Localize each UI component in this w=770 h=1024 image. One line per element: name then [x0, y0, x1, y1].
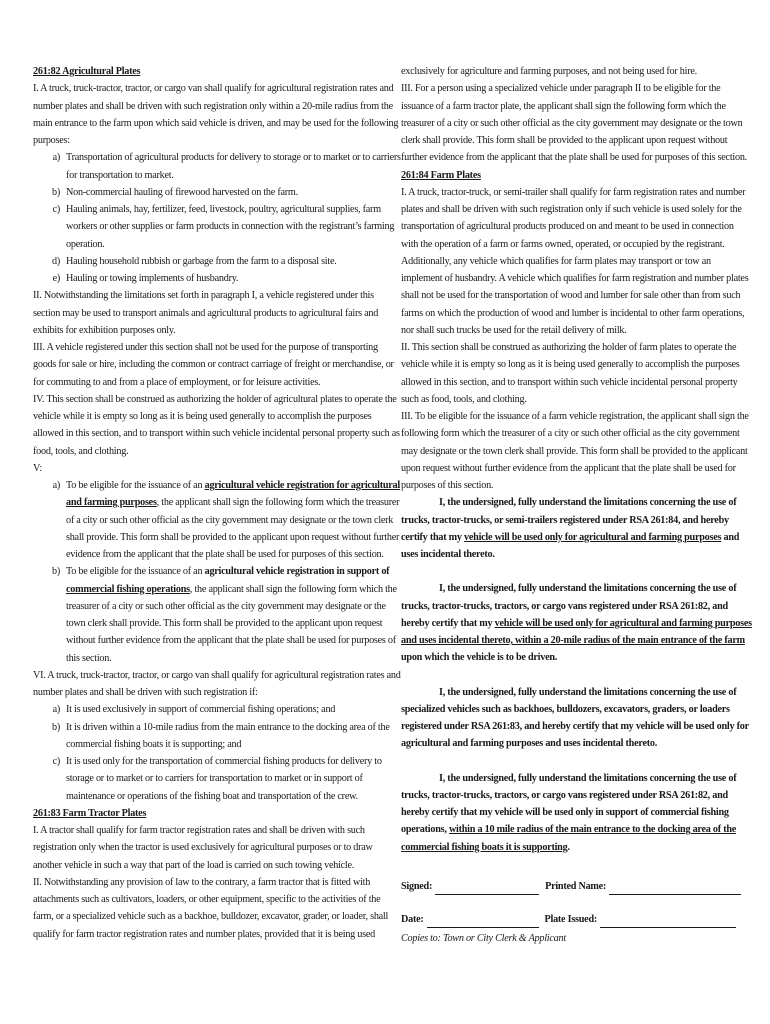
- section-84-para-II: II. This section shall be construed as authorizing the holder of farm plates to operate the vehicle while it is empty so long as it is being used generally to accomplish the purposes allowed in this section, and to transport within such vehicle incidental personal property such as food, tools, and clothing.: [401, 342, 740, 405]
- section-83-para-III: III. For a person using a specialized vehicle under paragraph II to be eligible for the issuance of a farm tractor plate, the applicant shall sign the following form which the treasurer of a city or such other official as the city government may designate or the town clerk shall provide. This form shall be provided to the applicant upon request without further evidence from the applicant that the plate shall be used for purposes of this section.: [401, 83, 747, 164]
- date-label: Date:: [401, 914, 424, 925]
- signature-row: [401, 878, 753, 895]
- printed-name-label: Printed Name:: [545, 880, 607, 892]
- section-84-para-I: I. A truck, tractor-truck, or semi-trailer shall qualify for farm registration rates and number plates and shall be driven with such registration only if such vehicle is used solely for the transportation of agricultural products produced on and meant to be used in connection with the operation of a farm or farms owned, operated, or occupied by the registrant. Additionally, any vehicle which qualifies for farm plates may transport or tow an implement of husbandry. A vehicle which qualifies for farm registration and number plates shall not be used for the transportation of wood and lumber for sale other than from such farms on which the production of wood and lumber is incidental to other farm operations, nor shall such trucks be used for the retail delivery of milk.: [401, 186, 749, 336]
- section-82-para-VI: VI. A truck, truck-tractor, tractor, or cargo van shall qualify for agricultural registration rates and number plates and shall be driven with such registration if:: [33, 669, 401, 698]
- list-item: c) Hauling animals, hay, fertilizer, feed, livestock, poultry, agricultural supplies, farm workers or other supplies or farm products in connection with the registrant’s farming operation.: [52, 204, 395, 250]
- copies-note: Copies to: Town or City Clerk & Applicant: [401, 933, 566, 945]
- certification-farm-plates: I, the undersigned, fully understand the limitations concerning the use of trucks, tractor-trucks, or semi-trailers registered under RSA 261:84, and hereby certify that my vehicle will be used only for agricultural and farming purposes and uses incidental thereto.: [401, 497, 740, 560]
- section-82-para-I: I. A truck, truck-tractor, tractor, or cargo van shall qualify for agricultural registration rates and number plates and shall be driven with such registration only within a 20-mile radius from the main entrance to the farm upon which said vehicle is driven, and may be used for the following purposes:: [33, 83, 399, 146]
- section-82-title: 261:82 Agricultural Plates: [33, 66, 141, 77]
- section-82-para-V: V:: [33, 462, 42, 474]
- section-82-para-III: III. A vehicle registered under this section shall not be used for the purpose of transporting goods for sale or hire, including the common or contract carriage of freight or merchandise, or for commuting to and from a place of employment, or for leisure activities.: [33, 342, 394, 388]
- list-item: a) It is used exclusively in support of commercial fishing operations; and: [52, 704, 336, 716]
- section-84-para-III: III. To be eligible for the issuance of a farm vehicle registration, the applicant shall sign the following form which the treasurer of a city or such other official as the city government may designate or the town clerk shall provide. This form shall be provided to the applicant upon request without further evidence from the applicant that the plate shall be used for purposes of this section.: [401, 411, 749, 491]
- list-item: a) Transportation of agricultural products for delivery to storage or to market or to carriers for transportation to market.: [52, 152, 401, 181]
- section-82-V-a: a) To be eligible for the issuance of an agricultural vehicle registration for agricultural and farming purposes, the applicant shall sign the following form which the treasurer of a city or such other official as the city government may designate or the town clerk shall provide. This form shall be provided to the applicant upon request without further evidence from the applicant that the plate shall be used for purposes of this section.: [52, 480, 400, 560]
- section-83-para-I: I. A tractor shall qualify for farm tractor registration rates and shall be driven with such registration only when the tractor is used exclusively for agricultural purposes or to draw another vehicle in such a way that part of the load is carried on such towing vehicle.: [33, 825, 373, 871]
- section-83-para-II-cont: exclusively for agriculture and farming purposes, and not being used for hire.: [401, 66, 697, 77]
- section-82-V-b: b) To be eligible for the issuance of an agricultural vehicle registration in support of commercial fishing operations, the applicant shall sign the following form which the treasurer of a city or such other official as the city government may designate or the town clerk shall provide. This form shall be provided to the applicant upon request without further evidence from the applicant that the plate shall be used for purposes of this section.: [52, 566, 397, 664]
- date-row: [401, 911, 753, 928]
- section-82-para-II: II. Notwithstanding the limitations set forth in paragraph I, a vehicle registered under this section may be used to transport animals and agricultural products to agricultural fairs and exhibits for exhibition purposes only.: [33, 290, 379, 336]
- left-column: [33, 63, 401, 943]
- signature-field[interactable]: [435, 883, 539, 895]
- section-82-I-list: [33, 149, 401, 287]
- certification-agricultural-plates: I, the undersigned, fully understand the limitations concerning the use of trucks, tractor-trucks, tractors, or cargo vans registered under RSA 261:82, and hereby certify that my vehicle will be used only for agricultural and farming purposes and uses incidental thereto, within a 20-mile radius of the main entrance of the farm upon which the vehicle is to be driven.: [401, 583, 752, 664]
- certification-commercial-fishing: I, the undersigned, fully understand the limitations concerning the use of trucks, tractor-trucks, tractors, or cargo vans registered under RSA 261:82, and hereby certify that my vehicle will be used only in support of commercial fishing operations, within a 10 mile radius of the main entrance to the docking area of the commercial fishing boats it is supporting.: [401, 772, 737, 853]
- section-83-title: 261:83 Farm Tractor Plates: [33, 807, 147, 819]
- plate-issued-label: Plate Issued:: [544, 914, 598, 925]
- section-82-VI-list: [33, 701, 401, 805]
- list-item: e) Hauling or towing implements of husbandry.: [52, 273, 239, 284]
- list-item: d) Hauling household rubbish or garbage from the farm to a disposal site.: [52, 255, 337, 267]
- list-item: c) It is used only for the transportation of commercial fishing products for delivery to storage or to market or to carriers for transportation to market or in support of maintenance or operations of the fishing boat and transportation of the crew.: [52, 756, 382, 802]
- section-83-para-II: II. Notwithstanding any provision of law to the contrary, a farm tractor that is fitted with attachments such as cultivators, loaders, or other equipment, specific to the activities of the farm, or a specialized vehicle such as a backhoe, bulldozer, excavator, grader, or loader, shall qualify for farm tractor registration rates and number plates, provided that it is being used: [33, 876, 389, 940]
- section-82-para-IV: IV. This section shall be construed as authorizing the holder of agricultural plates to operate the vehicle while it is empty so long as it is being used generally to accomplish the purposes allowed in this section, and to transport within such vehicle incidental personal property such as food, tools, and clothing.: [33, 393, 400, 457]
- right-column: [401, 63, 753, 948]
- plate-issued-field[interactable]: [600, 916, 736, 928]
- certification-specialized-vehicles: I, the undersigned, fully understand the limitations concerning the use of specialized vehicles such as backhoes, bulldozers, excavators, graders, or loaders registered under RSA 261:83, and hereby certify that my vehicle will be used only for agricultural and farming purposes and uses incidental thereto.: [401, 686, 749, 750]
- list-item: b) Non-commercial hauling of firewood harvested on the farm.: [52, 186, 298, 198]
- list-item: b) It is driven within a 10-mile radius from the main entrance to the docking area of the commercial fishing boats it is supporting; and: [52, 721, 390, 750]
- date-field[interactable]: [427, 916, 539, 928]
- section-84-title: 261:84 Farm Plates: [401, 169, 481, 181]
- signed-label: Signed:: [401, 880, 433, 892]
- printed-name-field[interactable]: [609, 883, 741, 895]
